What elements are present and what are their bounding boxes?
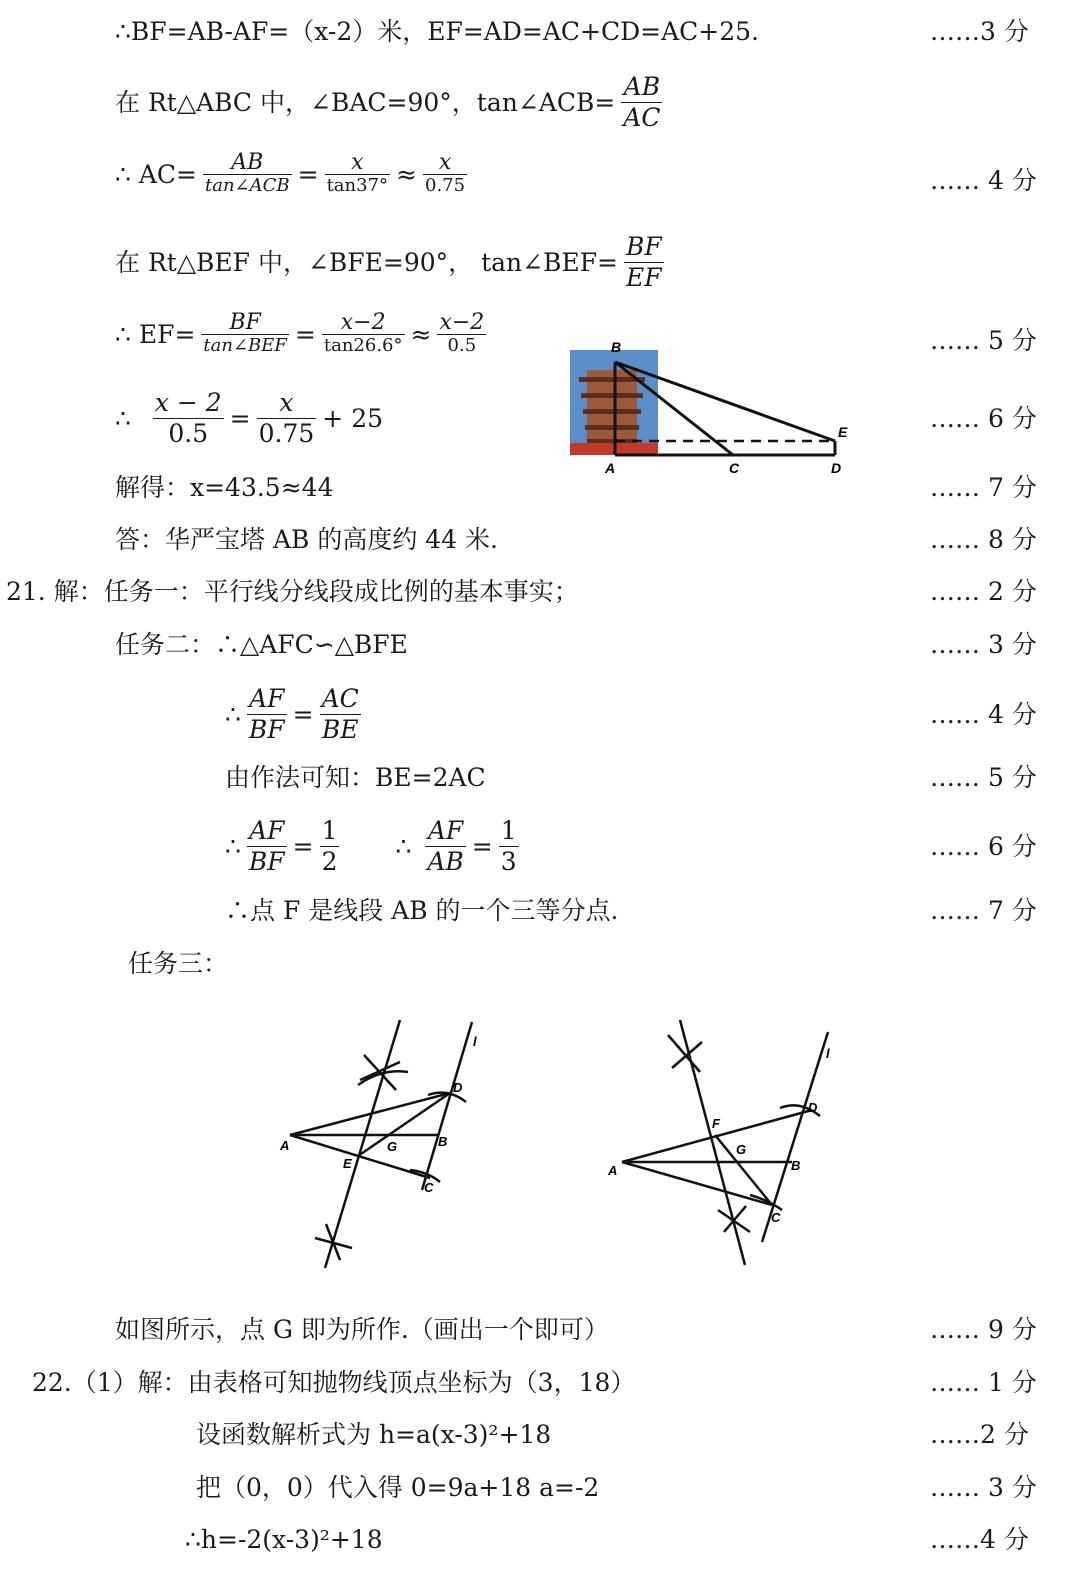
fraction-ab-ac [621, 72, 662, 133]
q20-score-8: …… 8 分 [930, 525, 1037, 554]
q20-score-7: …… 7 分 [930, 473, 1037, 502]
label-b: B [438, 1134, 448, 1149]
denominator: BE [321, 715, 359, 744]
q21-score-1: …… 2 分 [930, 577, 1037, 606]
numerator: 1 [500, 816, 517, 845]
q21-score-2: …… 3 分 [930, 630, 1037, 659]
fraction-af-bf-2 [247, 816, 287, 877]
label-e: E [838, 424, 848, 440]
q20-line-2 [115, 72, 664, 133]
q22-score-1: …… 1 分 [930, 1368, 1037, 1397]
denominator: tan∠BEF [203, 335, 287, 356]
denominator: tan26.6° [323, 335, 403, 356]
numerator: x [423, 152, 467, 175]
fraction-ef-3 [437, 312, 486, 357]
q22-line-4: ∴h=-2(x-3)²+18 [185, 1525, 383, 1554]
fraction-af-bf [247, 684, 287, 745]
q21-line-6: ∴点 F 是线段 AB 的一个三等分点. [225, 896, 619, 925]
denominator: AC [623, 103, 661, 132]
fraction-ef-1 [201, 312, 289, 357]
denominator: BF [248, 847, 285, 876]
q20-score-6: …… 6 分 [930, 404, 1037, 433]
numerator: x [325, 152, 390, 175]
q22-line-1: 22.（1）解：由表格可知抛物线顶点坐标为（3，18） [32, 1368, 636, 1397]
denominator: 2 [321, 847, 338, 876]
numerator: AF [425, 816, 465, 847]
fraction-bf-ef [624, 232, 664, 293]
q20-line-2-text: 在 Rt△ABC 中，∠BAC=90°，tan∠ACB= [115, 87, 616, 117]
numerator: x − 2 [154, 388, 222, 417]
cross-mark-lower [315, 1224, 352, 1260]
fraction-af-ab [425, 816, 465, 877]
numerator: AB [203, 152, 292, 175]
numerator: BF [626, 232, 662, 261]
q20-score-3: …… 4 分 [930, 166, 1037, 195]
q20-line-4 [115, 232, 666, 293]
q20-line-1: ∴BF=AB-AF=（x-2）米，EF=AD=AC+CD=AC+25. [115, 17, 759, 46]
equals-sign: = [297, 159, 319, 189]
numerator: AF [247, 816, 287, 847]
denominator: tan∠ACB [204, 175, 290, 196]
segment-ac [622, 1162, 772, 1205]
label-c: C [771, 1210, 781, 1225]
q21-score-4: …… 5 分 [930, 763, 1037, 792]
q20-line-7: 解得：x=43.5≈44 [115, 473, 334, 502]
q21-score-3: …… 4 分 [930, 700, 1037, 729]
label-b: B [611, 339, 622, 355]
fraction-one-half [320, 816, 340, 877]
label-a: A [605, 460, 616, 476]
label-c: C [424, 1180, 434, 1195]
label-g: G [387, 1139, 398, 1154]
therefore-sign: ∴ [395, 831, 420, 861]
denominator: tan37° [326, 175, 389, 196]
numerator: x [257, 388, 317, 419]
numerator: x−2 [439, 310, 485, 335]
label-d: D [453, 1080, 463, 1095]
equals-sign: = [292, 831, 314, 861]
q21-score-6: …… 7 分 [930, 896, 1037, 925]
q21-line-3 [225, 684, 363, 745]
label-e: E [343, 1156, 352, 1171]
q22-line-3: 把（0，0）代入得 0=9a+18 a=-2 [196, 1473, 600, 1502]
q20-score-5: …… 5 分 [930, 326, 1037, 355]
q22-line-2: 设函数解析式为 h=a(x-3)²+18 [196, 1420, 552, 1449]
numerator: AB [621, 72, 662, 103]
q20-score-1: ……3 分 [930, 17, 1029, 46]
q22-score-2: ……2 分 [930, 1420, 1029, 1449]
denominator: 0.5 [447, 335, 477, 356]
q21-line-2: 任务二：∴△AFC∽△BFE [115, 630, 408, 659]
q20-line-8: 答：华严宝塔 AB 的高度约 44 米. [115, 525, 498, 554]
label-d: D [808, 1100, 818, 1115]
fraction-ac-be [320, 684, 361, 745]
label-l: l [826, 1046, 830, 1061]
numerator: x−2 [322, 312, 405, 335]
fraction-ac-2 [325, 152, 390, 197]
task-three-label: 任务三： [128, 949, 229, 978]
q22-score-3: …… 3 分 [930, 1473, 1037, 1502]
numerator: 1 [321, 816, 338, 845]
fraction-one-third [499, 816, 519, 877]
fraction-eq-left [153, 388, 224, 449]
denominator: BF [248, 715, 285, 744]
construction-figure-1 [270, 1010, 490, 1280]
equals-sign: = [292, 699, 314, 729]
equals-sign: = [229, 403, 251, 433]
denominator: 0.75 [258, 419, 315, 448]
label-a: A [280, 1138, 290, 1153]
label-d: D [831, 460, 842, 476]
segment-ac [290, 1135, 430, 1178]
label-l: l [473, 1034, 477, 1049]
denominator: 0.5 [168, 419, 209, 448]
denominator: AB [427, 847, 464, 876]
equals-sign: = [471, 831, 493, 861]
q21-line-4: 由作法可知：BE=2AC [225, 763, 486, 792]
therefore-sign: ∴ [225, 699, 241, 729]
q20-line-3-text: ∴ AC= [115, 159, 197, 189]
label-b: B [791, 1158, 801, 1173]
fraction-ac-1 [203, 152, 292, 197]
numerator: AC [321, 684, 359, 713]
denominator: EF [626, 263, 662, 292]
q21-line-1: 21. 解：任务一：平行线分线段成比例的基本事实； [6, 577, 579, 606]
plus-25: + 25 [322, 403, 384, 433]
equals-sign: = [294, 319, 316, 349]
q20-line-4-text: 在 Rt△BEF 中，∠BFE=90°， tan∠BEF= [115, 247, 618, 277]
pagoda-figure [565, 335, 855, 480]
label-c: C [729, 460, 740, 476]
numerator: AF [247, 684, 287, 715]
fraction-eq-right [257, 388, 317, 449]
q20-line-5 [115, 312, 488, 357]
therefore-sign: ∴ [115, 403, 147, 433]
segment-ad [290, 1093, 450, 1135]
q20-line-3 [115, 152, 469, 197]
q20-line-5-text: ∴ EF= [115, 319, 196, 349]
fraction-ef-2 [322, 312, 405, 357]
construction-figure-2 [600, 1010, 840, 1280]
therefore-sign: ∴ [225, 831, 241, 861]
fraction-ac-3 [423, 152, 467, 197]
denominator: 3 [500, 847, 517, 876]
approx-sign: ≈ [396, 159, 417, 189]
q21-line-5 [225, 816, 521, 877]
q21-score-7: …… 9 分 [930, 1315, 1037, 1344]
label-f: F [712, 1116, 720, 1131]
denominator: 0.75 [425, 175, 466, 196]
q21-line-7: 如图所示，点 G 即为所作.（画出一个即可） [115, 1315, 609, 1344]
numerator: BF [201, 312, 289, 335]
q20-line-6 [115, 388, 383, 449]
approx-sign: ≈ [410, 319, 432, 349]
q21-score-5: …… 6 分 [930, 832, 1037, 861]
q22-score-4: ……4 分 [930, 1525, 1029, 1554]
label-g: G [736, 1142, 747, 1157]
label-a: A [608, 1163, 618, 1178]
